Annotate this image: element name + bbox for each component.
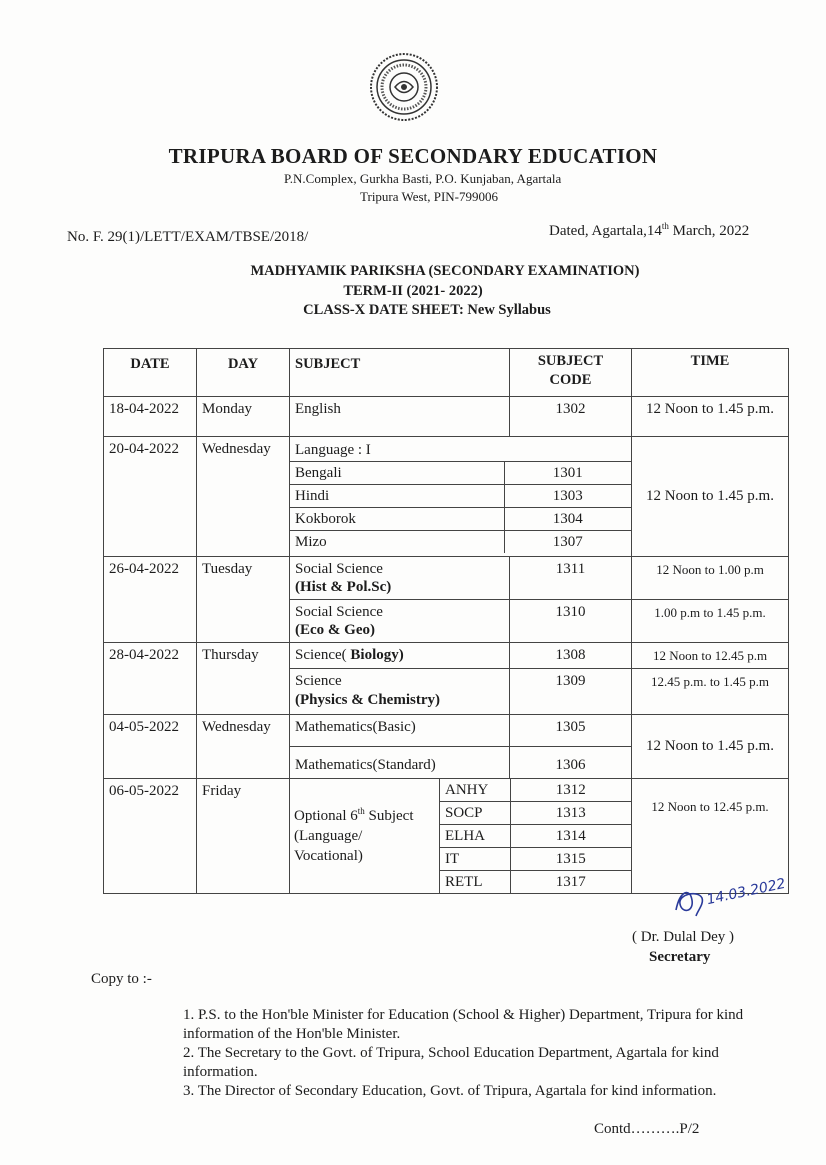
row-subject: Social Science (Eco & Geo) [290,600,510,643]
language-subjects [290,437,631,553]
list-item [440,871,631,894]
list-item [290,508,631,531]
header-day: DAY [197,349,290,397]
exam-term: TERM-II (2021- 2022) [343,283,483,299]
row-date: 18-04-2022 [104,397,197,437]
row-time: 1.00 p.m to 1.45 p.m. [632,600,789,643]
row-day: Tuesday [197,557,290,643]
row-code: 1305 [510,715,632,747]
row-time: 12.45 p.m. to 1.45 p.m [632,669,789,715]
row-subject: English [290,397,510,437]
row-date: 06-05-2022 [104,779,197,894]
table-row [104,397,789,437]
subject-name: ELHA [440,825,510,848]
row-time: 12 Noon to 1.00 p.m [632,557,789,600]
list-item: 3. The Director of Secondary Education, Govt. of Tripura, Agartala for kind information. [183,1083,717,1099]
board-seal [369,52,439,122]
header-date: DATE [104,349,197,397]
optional-subject-label: Optional 6th Subject (Language/ Vocational) [290,779,440,894]
signatory-role: Secretary [649,949,711,965]
row-date: 28-04-2022 [104,643,197,715]
row-date: 26-04-2022 [104,557,197,643]
row-day: Monday [197,397,290,437]
row-code: 1309 [510,669,632,715]
subject-name: Hindi [290,485,504,508]
subject-name: Kokborok [290,508,504,531]
date-sheet-title: CLASS-X DATE SHEET: New Syllabus [303,302,551,318]
list-item [290,531,631,554]
language-group-label: Language : I [290,437,631,462]
list-item [440,848,631,871]
row-day: Wednesday [197,715,290,779]
row-day: Friday [197,779,290,894]
subject-name: RETL [445,874,483,890]
copy-to-list [183,1006,773,1101]
table-row [104,643,789,669]
row-code: 1302 [510,397,632,437]
address-line-2: Tripura West, PIN-799006 [360,189,498,204]
row-time: 12 Noon to 1.45 p.m. [632,437,789,557]
signatory-name: ( Dr. Dulal Dey ) [632,929,735,945]
row-subject: Science (Physics & Chemistry) [290,669,510,715]
subject-name: Mizo [295,534,327,550]
subject-code: 1312 [510,779,631,802]
subject-name: SOCP [440,802,510,825]
subject-name: ANHY [440,779,510,802]
subject-name: IT [440,848,510,871]
optional-subjects [440,779,631,893]
subject-code: 1313 [510,802,631,825]
header-subject-code: SUBJECT CODE [510,349,632,397]
row-time: 12 Noon to 1.45 p.m. [632,715,789,779]
list-item: 1. P.S. to the Hon'ble Minister for Education (School & Higher) Department, Tripura for kind information of the Hon'ble Minister. [183,1007,744,1042]
subject-code: 1301 [504,462,631,485]
row-code: 1308 [510,643,632,669]
row-time: 12 Noon to 12.45 p.m. [632,779,789,894]
subject-code: 1315 [510,848,631,871]
table-row [104,557,789,600]
board-name: TRIPURA BOARD OF SECONDARY EDUCATION [168,144,658,168]
list-item [440,802,631,825]
header-time: TIME [632,349,789,397]
row-subject: Mathematics(Standard) [290,747,510,779]
signature-date: 14.03.2022 [705,875,787,909]
row-code: 1306 [510,747,632,779]
subject-code: 1317 [510,871,631,894]
table-header-row [104,349,789,397]
row-day: Wednesday [197,437,290,557]
row-subject: Social Science (Hist & Pol.Sc) [290,557,510,600]
row-time: 12 Noon to 1.45 p.m. [632,397,789,437]
list-item [440,779,631,802]
exam-title: MADHYAMIK PARIKSHA (SECONDARY EXAMINATION) [250,263,640,279]
list-item: 2. The Secretary to the Govt. of Tripura, School Education Department, Agartala for kind information. [183,1045,719,1080]
list-item [290,462,631,485]
dated-line: Dated, Agartala,14th March, 2022 [549,221,750,239]
reference-number: No. F. 29(1)/LETT/EXAM/TBSE/2018/ [67,229,309,245]
table-row [104,779,789,894]
table-row [104,715,789,747]
row-code: 1311 [510,557,632,600]
table-row [104,437,789,557]
subject-name: Bengali [290,462,504,485]
list-item [440,825,631,848]
optional-subject-list [440,779,632,894]
list-item [290,485,631,508]
copy-to-label: Copy to :- [91,971,152,987]
subject-code: 1303 [504,485,631,508]
row-date: 04-05-2022 [104,715,197,779]
row-time: 12 Noon to 12.45 p.m [632,643,789,669]
header-subject: SUBJECT [290,349,510,397]
subject-code: 1307 [504,531,631,554]
continued-marker: Contd……….P/2 [594,1121,700,1137]
language-subject-list [290,437,632,557]
date-sheet-table [103,348,789,894]
subject-code: 1314 [510,825,631,848]
row-date: 20-04-2022 [104,437,197,557]
row-day: Thursday [197,643,290,715]
address-line-1: P.N.Complex, Gurkha Basti, P.O. Kunjaban, Agartala [284,171,562,186]
row-subject: Science( Biology) [290,643,510,669]
row-code: 1310 [510,600,632,643]
row-subject: Mathematics(Basic) [290,715,510,747]
subject-code: 1304 [504,508,631,531]
